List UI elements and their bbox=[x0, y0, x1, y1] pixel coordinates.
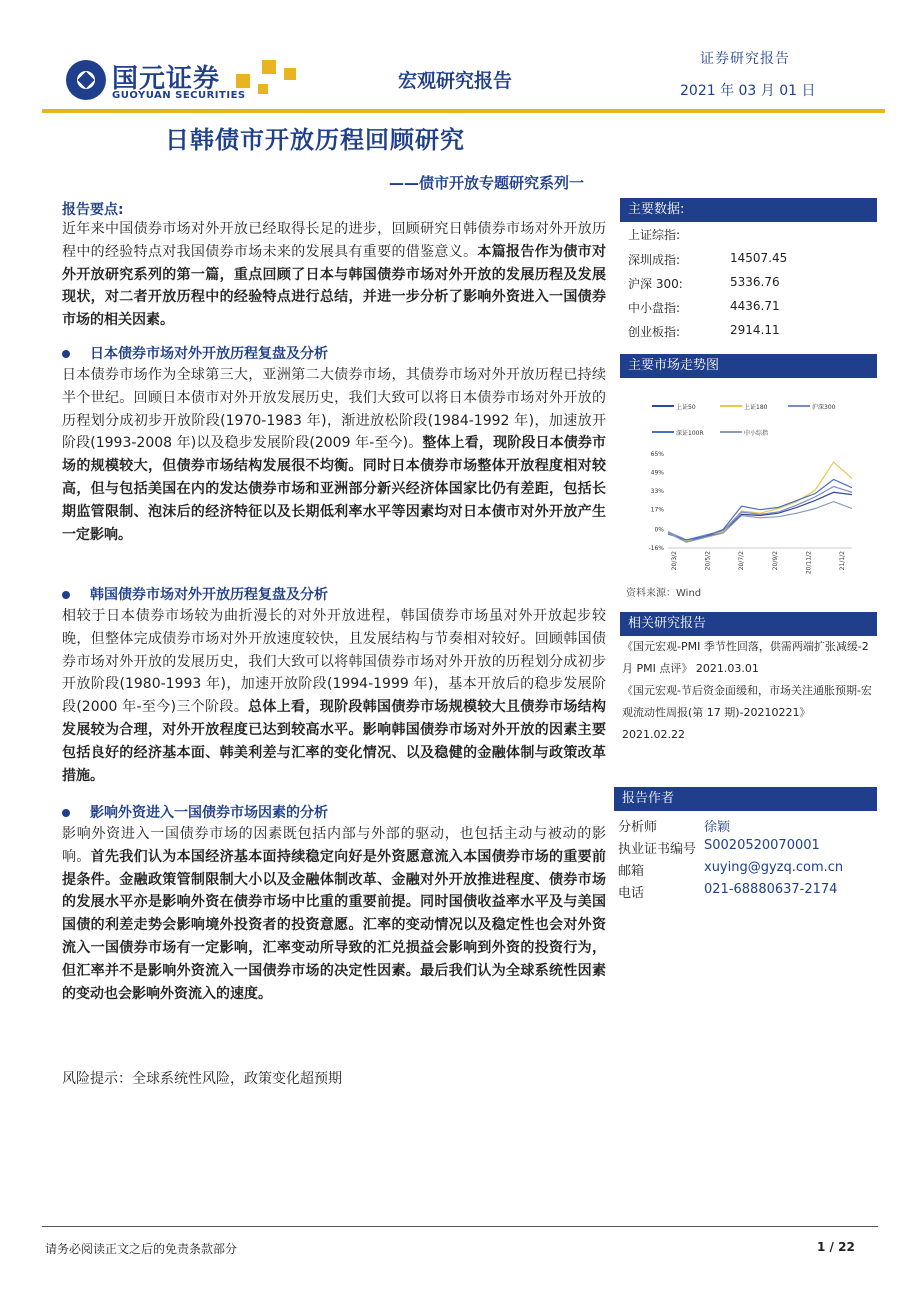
main-data-heading: 主要数据: bbox=[620, 198, 877, 222]
logo-chinese-name: 国元证券 bbox=[112, 64, 221, 94]
related-report-title[interactable]: 《国元宏观-节后资金面缓和，市场关注通胀预期-宏观流动性周报(第 17 期)-20210221》 bbox=[622, 684, 872, 719]
series-line bbox=[668, 492, 852, 541]
document-type: 证券研究报告 bbox=[700, 51, 790, 67]
main-data-label: 创业板指: bbox=[628, 325, 681, 339]
author-label: 电话 bbox=[618, 886, 645, 901]
bullet-icon bbox=[62, 591, 70, 599]
main-data-label: 上证综指: bbox=[628, 228, 681, 242]
author-name: 徐颖 bbox=[704, 820, 731, 835]
section-korea-heading bbox=[62, 584, 328, 604]
related-report-date: 2021.03.01 bbox=[695, 662, 759, 675]
summary-intro bbox=[62, 218, 606, 332]
factors-key-text: 首先我们认为本国经济基本面持续稳定向好是外资愿意流入本国债券市场的重要前提条件。金融政策管制限制大小以及金融体制改革、金融对外开放推进程度、债券市场的发展水平亦是影响外资在债券市场中比重的重要前提。同时国债收益率水平及与美国国债的利差走势会影响境外投资者的投资意愿。汇率的变动情况以及稳定性也会对外资流入一国债券市场有一定影响，汇率变动所导致的汇兑损益会影响到外资的投资行为，但汇率并不是影响外资流入一国债券市场的决定性因素。最后我们认为全球系统性因素的变动也会影响外资流入的速度。 bbox=[62, 848, 607, 1002]
related-report-item[interactable] bbox=[622, 680, 876, 746]
korea-text: 相较于日本债券市场较为曲折漫长的对外开放进程，韩国债券市场虽对外开放起步较晚，但整体完成债券市场对外开放速度较快，且发展结构与节奏相对较好。回顾韩国债券市场对外开放的发展历史，我们大致可以将韩国债券市场对外开放的历程划分成初步开放阶段(1980-1993 年)，加速开放阶段(1994-1999 年)，基本开放后的稳步发展阶段(2000 年-至今)三个阶段。 bbox=[62, 608, 606, 716]
section-japan-body bbox=[62, 364, 606, 546]
page-subtitle: ——债市开放专题研究系列一 bbox=[389, 174, 585, 192]
company-logo bbox=[62, 56, 312, 106]
header-divider bbox=[42, 109, 885, 113]
x-tick-label: 20/3/2 bbox=[671, 551, 678, 571]
logo-english-name: GUOYUAN SECURITIES bbox=[112, 90, 246, 101]
logo-square-icon bbox=[258, 84, 268, 94]
chart-legend bbox=[652, 403, 836, 437]
x-tick-label: 20/9/2 bbox=[771, 551, 779, 571]
related-report-title[interactable]: 《国元宏观-PMI 季节性回落，供需两端扩张减缓-2 月 PMI 点评》 bbox=[622, 640, 869, 675]
korea-key-text: 总体上看，现阶段韩国债券市场规模较大且债券市场结构发展较为合理，对外开放程度已达到较高水平。影响韩国债券市场对外开放的因素主要包括良好的经济基本面、韩美利差与汇率的变化情况、以及稳健的金融体制与政策改革措施。 bbox=[62, 699, 607, 784]
bullet-icon bbox=[62, 350, 70, 358]
report-date: 2021 年 03 月 01 日 bbox=[680, 83, 816, 99]
page-number: 1 / 22 bbox=[817, 1240, 855, 1254]
legend-label: 上证50 bbox=[676, 404, 696, 411]
intro-key-text: 本篇报告作为债市对外开放研究系列的第一篇，重点回顾了日本与韩国债券市场对外开放的发展历程及发展现状，对二者开放历程中的经验特点进行总结，并进一步分析了影响外资进入一国债券市场的相关因素。 bbox=[62, 243, 607, 329]
logo-emblem-icon bbox=[66, 60, 106, 100]
main-data-value: 2914.11 bbox=[730, 323, 780, 337]
market-trend-chart bbox=[620, 380, 877, 580]
legend-label: 中小综指 bbox=[744, 430, 769, 437]
section-factors-title: 影响外资进入一国债券市场因素的分析 bbox=[90, 805, 328, 821]
section-korea-title: 韩国债券市场对外开放历程复盘及分析 bbox=[90, 587, 328, 603]
logo-square-icon bbox=[236, 74, 250, 88]
chart-lines bbox=[668, 462, 852, 542]
main-data-value: 14507.45 bbox=[730, 251, 788, 265]
series-line bbox=[668, 502, 852, 543]
main-data-value: 5336.76 bbox=[730, 275, 780, 289]
legend-label: 沪深300 bbox=[812, 404, 836, 411]
y-tick-label: 17% bbox=[650, 506, 664, 514]
section-japan-title: 日本债券市场对外开放历程复盘及分析 bbox=[90, 346, 328, 362]
page-title: 日韩债市开放历程回顾研究 bbox=[165, 126, 465, 154]
section-factors-body bbox=[62, 823, 606, 1005]
report-section: 宏观研究报告 bbox=[398, 70, 513, 92]
section-korea-body bbox=[62, 605, 606, 787]
author-email[interactable]: xuying@gyzq.com.cn bbox=[704, 860, 844, 875]
author-heading: 报告作者 bbox=[614, 787, 877, 811]
legend-label: 上证180 bbox=[744, 404, 768, 411]
japan-key-text: 整体上看，现阶段日本债券市场的规模较大，但债券市场结构发展很不均衡。同时日本债券市场整体开放程度相对较高，但与包括美国在内的发达债券市场和亚洲部分新兴经济体国家比仍有差距，包括长期监管限制、泡沫后的经济特征以及长期低利率水平等因素均对日本债市对外开放产生一定影响。 bbox=[62, 435, 606, 543]
author-phone: 021-68880637-2174 bbox=[704, 882, 838, 897]
factors-text: 影响外资进入一国债券市场的因素既包括内部与外部的驱动，也包括主动与被动的影响。 bbox=[62, 826, 606, 865]
author-license: S0020520070001 bbox=[704, 838, 820, 853]
x-tick-label: 20/11/2 bbox=[805, 551, 813, 575]
y-tick-label: 65% bbox=[650, 451, 664, 458]
y-tick-label: -16% bbox=[648, 545, 664, 552]
trend-heading: 主要市场走势图 bbox=[620, 354, 877, 378]
y-tick-label: 0% bbox=[654, 526, 664, 534]
related-report-item[interactable] bbox=[622, 636, 876, 680]
intro-text: 近年来中国债券市场对外开放已经取得长足的进步，回顾研究日韩债券市场对外开放历程中的经验特点对我国债券市场未来的发展具有重要的借鉴意义。 bbox=[62, 221, 606, 260]
y-tick-label: 33% bbox=[650, 488, 664, 496]
japan-text: 日本债券市场作为全球第三大，亚洲第二大债券市场，其债券市场对外开放历程已持续半个世纪。回顾日本债市对外开放发展历史，我们大致可以将日本债券市场对外开放的历程划分成初步开放阶段(1970-1983 年)，渐进放松阶段(1984-1992 年)，加速放开阶段(1993-2008 年)以及稳步发展阶段(2009 年-至今)。 bbox=[62, 367, 606, 452]
section-japan-heading bbox=[62, 343, 328, 363]
x-tick-label: 20/5/2 bbox=[704, 551, 712, 571]
summary-heading: 报告要点: bbox=[62, 202, 124, 218]
main-data-label: 中小盘指: bbox=[628, 301, 681, 315]
footer-divider bbox=[42, 1226, 878, 1227]
footer-disclaimer: 请务必阅读正文之后的免责条款部分 bbox=[45, 1242, 238, 1256]
risk-warning: 风险提示：全球系统性风险，政策变化超预期 bbox=[62, 1071, 342, 1087]
section-factors-heading bbox=[62, 802, 328, 822]
main-data-value: 4436.71 bbox=[730, 299, 780, 313]
author-label: 分析师 bbox=[618, 820, 658, 835]
logo-square-icon bbox=[262, 60, 276, 74]
x-tick-label: 20/7/2 bbox=[738, 551, 746, 571]
chart-y-axis bbox=[648, 451, 664, 552]
main-data-label: 深圳成指: bbox=[628, 253, 681, 267]
series-line bbox=[668, 462, 852, 541]
related-reports-heading: 相关研究报告 bbox=[620, 612, 877, 636]
chart-source: 资料来源：Wind bbox=[626, 588, 702, 599]
x-tick-label: 21/1/2 bbox=[839, 551, 846, 571]
author-label: 执业证书编号 bbox=[618, 842, 697, 857]
related-report-date: 2021.02.22 bbox=[622, 728, 685, 741]
y-tick-label: 49% bbox=[650, 469, 664, 477]
legend-label: 深证100R bbox=[676, 430, 704, 437]
bullet-icon bbox=[62, 809, 70, 817]
main-data-label: 沪深 300: bbox=[628, 277, 683, 291]
author-label: 邮箱 bbox=[618, 864, 645, 879]
series-line bbox=[668, 480, 852, 540]
chart-x-axis bbox=[668, 548, 852, 574]
logo-square-icon bbox=[284, 68, 296, 80]
